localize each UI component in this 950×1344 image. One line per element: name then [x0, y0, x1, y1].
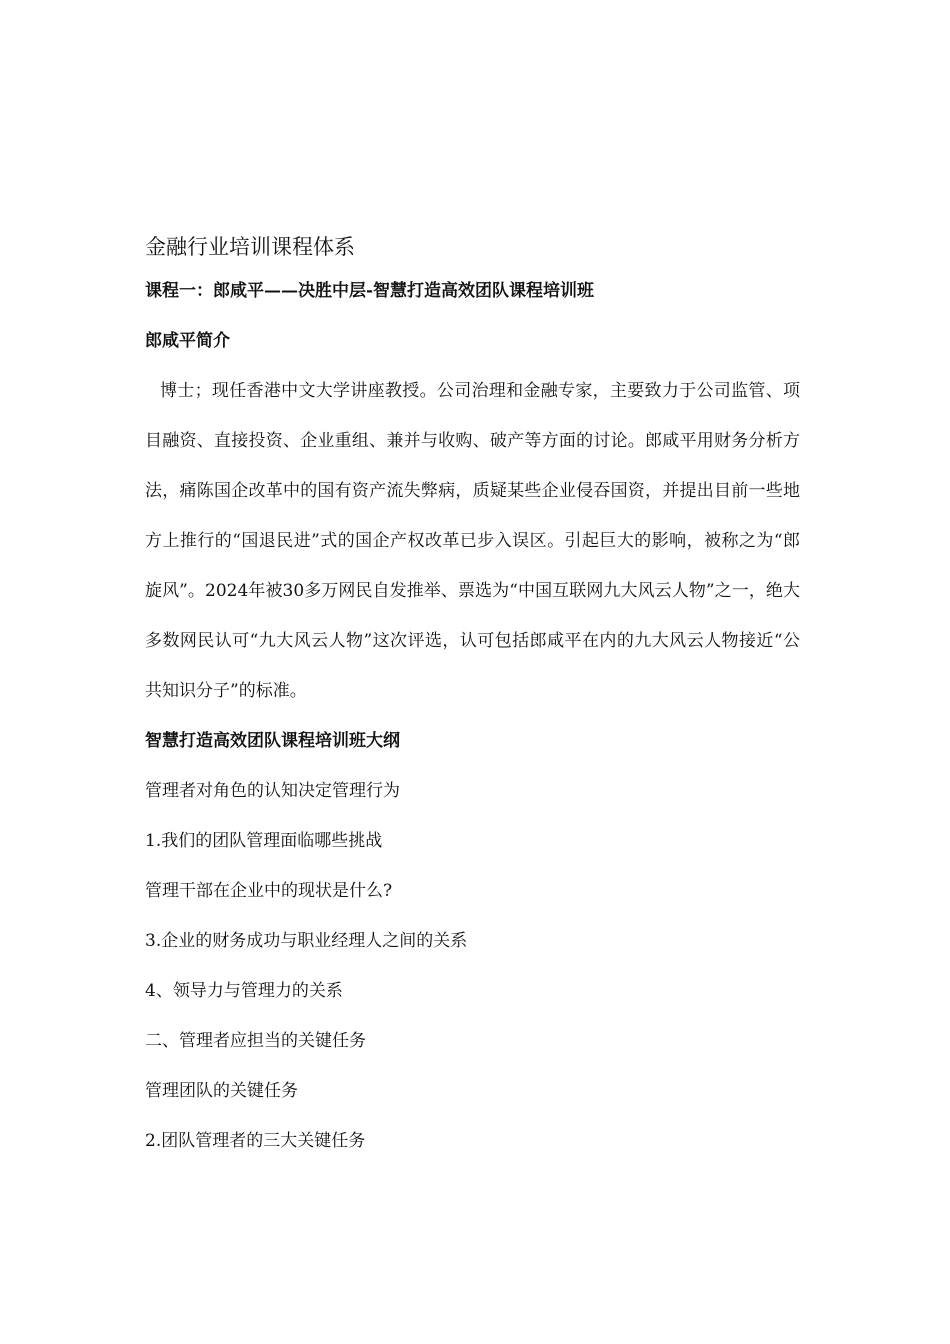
outline-item: 管理者对角色的认知决定管理行为 [145, 781, 400, 801]
outline-item: 4、领导力与管理力的关系 [145, 981, 343, 1001]
bio-paragraph: 博士；现任香港中文大学讲座教授。公司治理和金融专家，主要致力于公司监管、项目融资、直接投资、企业重组、兼并与收购、破产等方面的讨论。郎咸平用财务分析方法，痛陈国企改革中的国有资产流失弊病，质疑某些企业侵吞国资，并提出目前一些地方上推行的“国退民进”式的国企产权改革已步入误区。引起巨大的影响，被称之为“郎旋风”。2024年被30多万网民自发推举、票选为“中国互联网九大风云人物”之一，绝大多数网民认可“九大风云人物”这次评选，认可包括郎咸平在内的九大风云人物接近“公共知识分子”的标准。 [145, 381, 800, 701]
course-heading: 课程一：郎咸平——决胜中层-智慧打造高效团队课程培训班 [145, 281, 595, 301]
bio-heading: 郎咸平简介 [145, 331, 230, 351]
outline-item: 二、管理者应担当的关键任务 [145, 1031, 366, 1051]
outline-item: 3.企业的财务成功与职业经理人之间的关系 [145, 931, 468, 951]
outline-item: 管理干部在企业中的现状是什么? [145, 881, 393, 901]
outline-item: 1.我们的团队管理面临哪些挑战 [145, 831, 383, 851]
document-page [145, 232, 800, 1178]
outline-list [145, 778, 800, 1154]
outline-item: 2.团队管理者的三大关键任务 [145, 1131, 366, 1151]
outline-heading: 智慧打造高效团队课程培训班大纲 [145, 731, 400, 751]
outline-item: 管理团队的关键任务 [145, 1081, 298, 1101]
document-title: 金融行业培训课程体系 [145, 235, 355, 259]
